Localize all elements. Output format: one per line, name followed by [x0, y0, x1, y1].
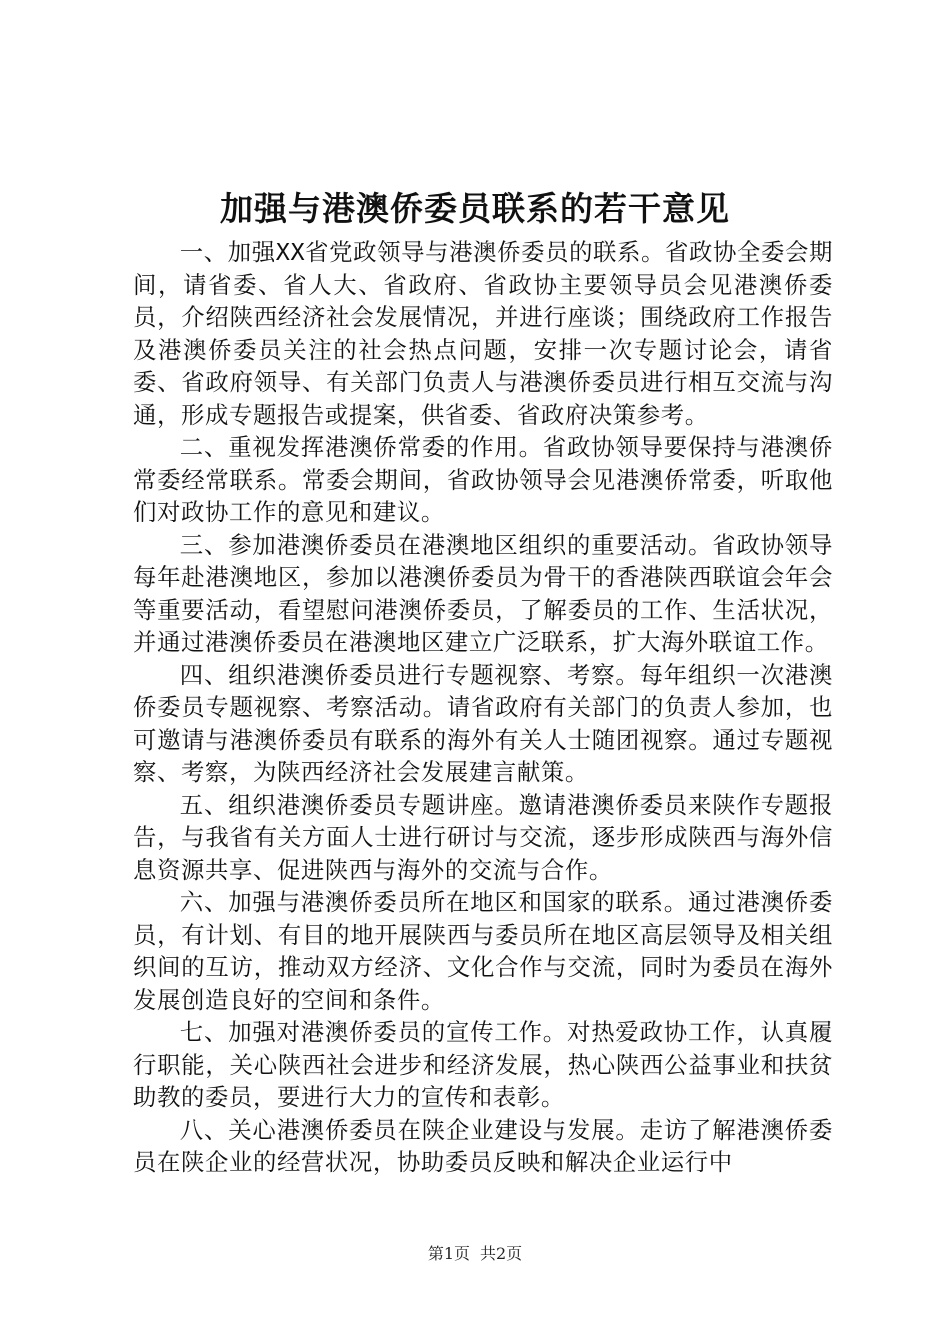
paragraph: 五、组织港澳侨委员专题讲座。邀请港澳侨委员来陕作专题报告，与我省有关方面人士进行研讨与交流，逐步形成陕西与海外信息资源共享、促进陕西与海外的交流与合作。: [133, 790, 833, 884]
paragraph: 七、加强对港澳侨委员的宣传工作。对热爱政协工作，认真履行职能，关心陕西社会进步和经济发展，热心陕西公益事业和扶贫助教的委员，要进行大力的宣传和表彰。: [133, 1018, 833, 1111]
paragraph: 八、关心港澳侨委员在陕企业建设与发展。走访了解港澳侨委员在陕企业的经营状况，协助委员反映和解决企业运行中: [133, 1115, 833, 1176]
page-number: 第1页: [427, 1244, 470, 1263]
paragraph: 一、加强XX省党政领导与港澳侨委员的联系。省政协全委会期间，请省委、省人大、省政府、省政协主要领导员会见港澳侨委员，介绍陕西经济社会发展情况，并进行座谈；围绕政府工作报告及港澳侨委员关注的社会热点问题，安排一次专题讨论会，请省委、省政府领导、有关部门负责人与港澳侨委员进行相互交流与沟通，形成专题报告或提案，供省委、省政府决策参考。: [133, 238, 833, 429]
paragraph: 四、组织港澳侨委员进行专题视察、考察。每年组织一次港澳侨委员专题视察、考察活动。请省政府有关部门的负责人参加，也可邀请与港澳侨委员有联系的海外有关人士随团视察。通过专题视察、考察，为陕西经济社会发展建言献策。: [133, 660, 833, 786]
page-total: 共2页: [480, 1244, 523, 1263]
page-footer: [0, 1244, 950, 1264]
paragraph: 六、加强与港澳侨委员所在地区和国家的联系。通过港澳侨委员，有计划、有目的地开展陕西与委员所在地区高层领导及相关组织间的互访，推动双方经济、文化合作与交流，同时为委员在海外发展创造良好的空间和条件。: [133, 888, 833, 1014]
paragraph: 三、参加港澳侨委员在港澳地区组织的重要活动。省政协领导每年赴港澳地区，参加以港澳侨委员为骨干的香港陕西联谊会年会等重要活动，看望慰问港澳侨委员，了解委员的工作、生活状况，并通过港澳侨委员在港澳地区建立广泛联系，扩大海外联谊工作。: [133, 530, 833, 656]
paragraph: 二、重视发挥港澳侨常委的作用。省政协领导要保持与港澳侨常委经常联系。常委会期间，省政协领导会见港澳侨常委，听取他们对政协工作的意见和建议。: [133, 433, 833, 526]
document-title: 加强与港澳侨委员联系的若干意见: [220, 189, 730, 228]
document-body: [133, 236, 833, 1179]
